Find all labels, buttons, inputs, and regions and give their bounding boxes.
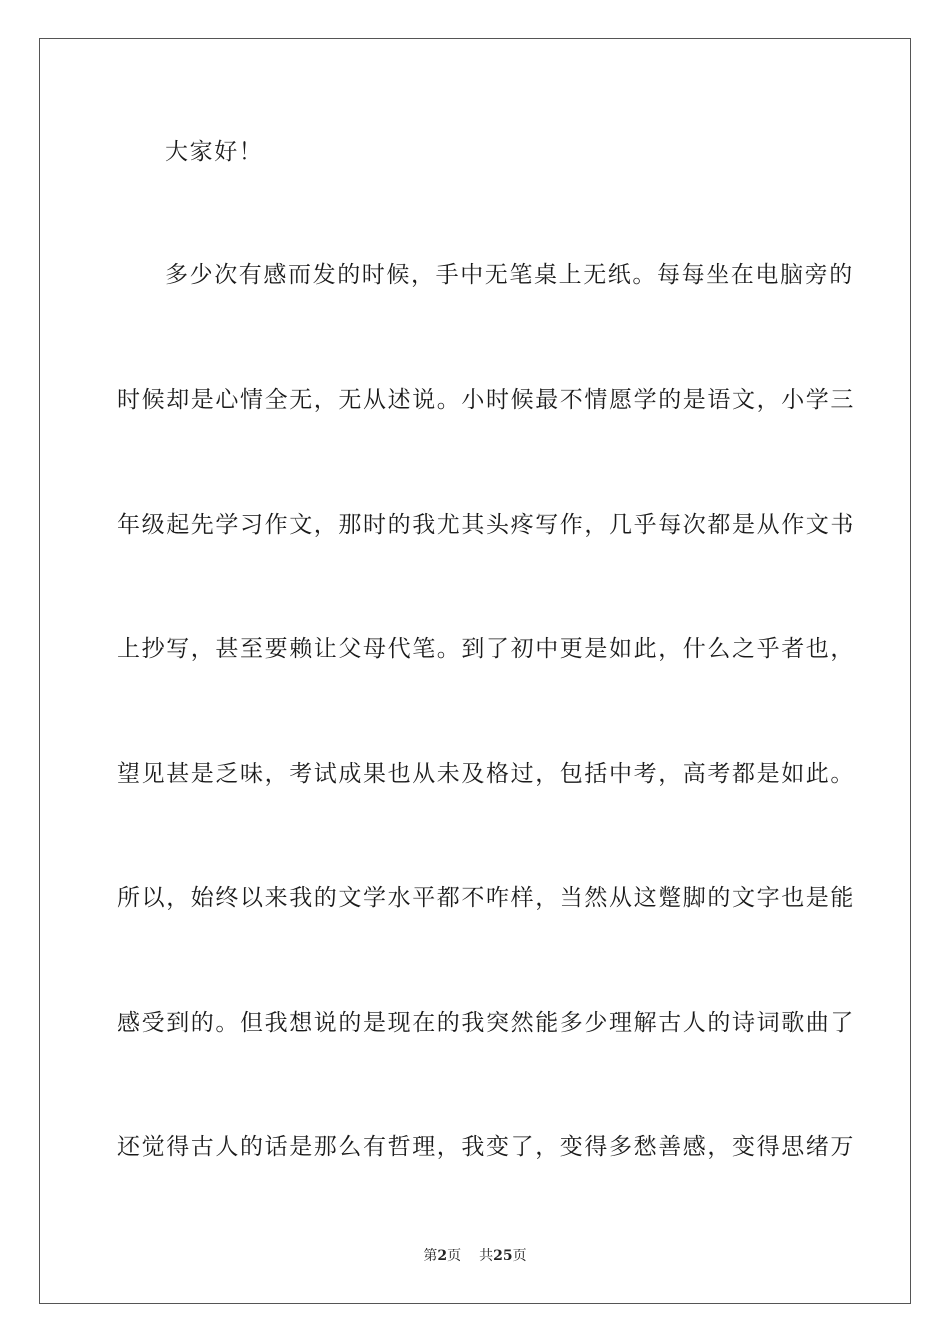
page-footer (0, 1247, 950, 1265)
total-prefix: 共 (479, 1248, 494, 1264)
text-line: 还觉得古人的话是那么有哲理，我变了，变得多愁善感，变得思绪万 (117, 1134, 855, 1160)
text-line: 感受到的。但我想说的是现在的我突然能多少理解古人的诗词歌曲了 (117, 1010, 855, 1036)
text-line: 年级起先学习作文，那时的我尤其头疼写作，几乎每次都是从作文书 (117, 512, 855, 538)
text-line: 大家好！ (165, 139, 264, 165)
text-line: 时候却是心情全无，无从述说。小时候最不情愿学的是语文，小学三 (117, 387, 855, 413)
total-suffix: 页 (512, 1248, 527, 1264)
text-line: 所以，始终以来我的文学水平都不咋样，当然从这蹩脚的文字也是能 (117, 885, 855, 911)
text-line: 望见甚是乏味，考试成果也从未及格过，包括中考，高考都是如此。 (117, 761, 855, 787)
text-line: 上抄写，甚至要赖让父母代笔。到了初中更是如此，什么之乎者也， (117, 636, 855, 662)
page-suffix: 页 (447, 1248, 462, 1264)
total-pages: 25 (493, 1248, 513, 1264)
page-number: 2 (437, 1248, 448, 1264)
text-line: 多少次有感而发的时候，手中无笔桌上无纸。每每坐在电脑旁的 (165, 262, 854, 288)
page-prefix: 第 (423, 1248, 438, 1264)
page-border (39, 38, 911, 1304)
